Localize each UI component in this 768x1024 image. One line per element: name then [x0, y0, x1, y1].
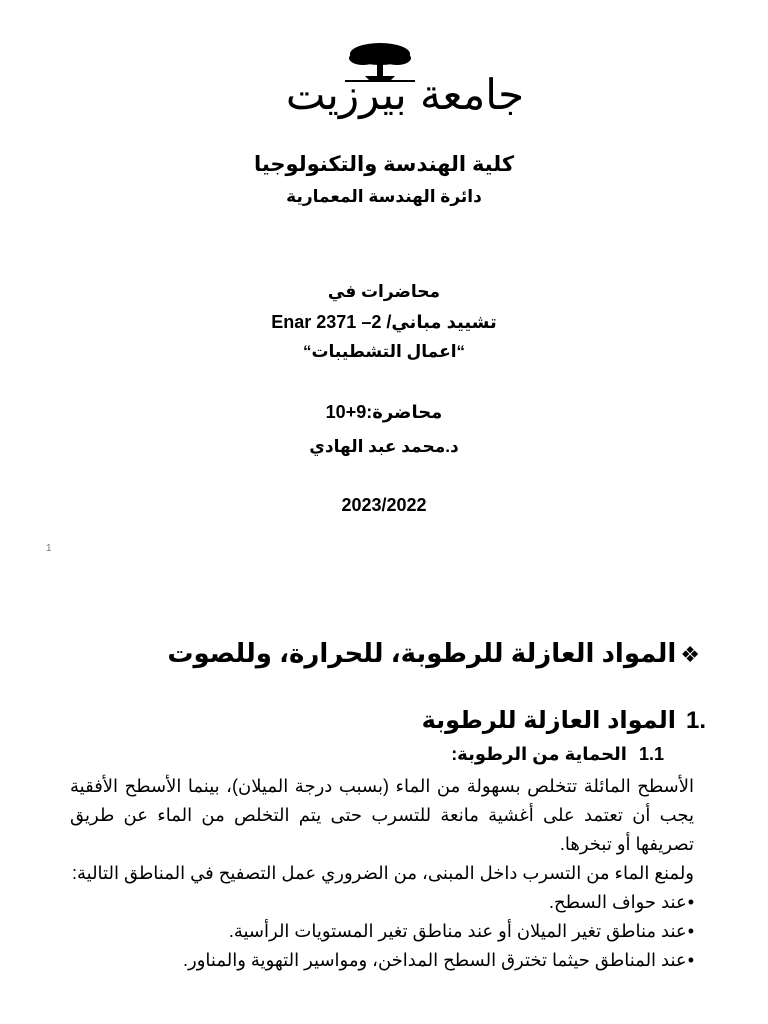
lecture-number: محاضرة:9+10	[325, 402, 443, 422]
main-heading	[167, 638, 700, 669]
university-logo	[250, 40, 560, 120]
bullet-item	[70, 946, 694, 975]
instructor-name: د.محمد عبد الهادي	[309, 437, 459, 456]
bullet-icon: •	[687, 892, 694, 912]
paragraph: الأسطح المائلة تتخلص بسهولة من الماء (بسبب درجة الميلان)، بينما الأسطح الأفقية يجب أن تعتمد على أغشية مانعة للتسرب حتى يتم التخلص من الماء عن طريق تصريفها أو تبخرها.	[70, 776, 694, 854]
college-name: كلية الهندسة والتكنولوجيا	[253, 153, 515, 176]
bullet-icon: •	[687, 921, 694, 941]
bullet-text: عند حواف السطح.	[549, 892, 687, 912]
academic-year: 2023/2022	[341, 495, 427, 515]
topic-title: “اعمال التشطيبات“	[302, 342, 466, 361]
subsection-number: 1.1	[638, 744, 664, 764]
main-heading-text: المواد العازلة للرطوبة، للحرارة، وللصوت	[167, 638, 677, 668]
section-number: 1.	[685, 707, 706, 734]
bullet-icon: •	[687, 950, 694, 970]
bullet-item	[70, 888, 694, 917]
bullet-text: عند مناطق تغير الميلان أو عند مناطق تغير المستويات الرأسية.	[228, 921, 687, 941]
bullet-text: عند المناطق حيثما تخترق السطح المداخن، ومواسير التهوية والمناور.	[183, 950, 687, 970]
section-title: المواد العازلة للرطوبة	[421, 707, 676, 734]
department-name: دائرة الهندسة المعمارية	[286, 187, 482, 206]
page-number: 1	[46, 543, 52, 554]
university-name-calligraphy: جامعة بيرزيت	[285, 70, 525, 119]
course-title: تشييد مباني/ 2– Enar 2371	[271, 312, 497, 332]
subsection-title: الحماية من الرطوبة:	[451, 744, 627, 764]
paragraph: ولمنع الماء من التسرب داخل المبنى، من الضروري عمل التصفيح في المناطق التالية:	[71, 863, 694, 883]
lectures-label: محاضرات في	[327, 282, 441, 301]
bullet-item	[70, 917, 694, 946]
body-text	[70, 772, 694, 975]
diamond-bullet-icon: ❖	[680, 643, 700, 668]
subsection-heading	[451, 744, 664, 765]
section-heading	[422, 706, 706, 735]
